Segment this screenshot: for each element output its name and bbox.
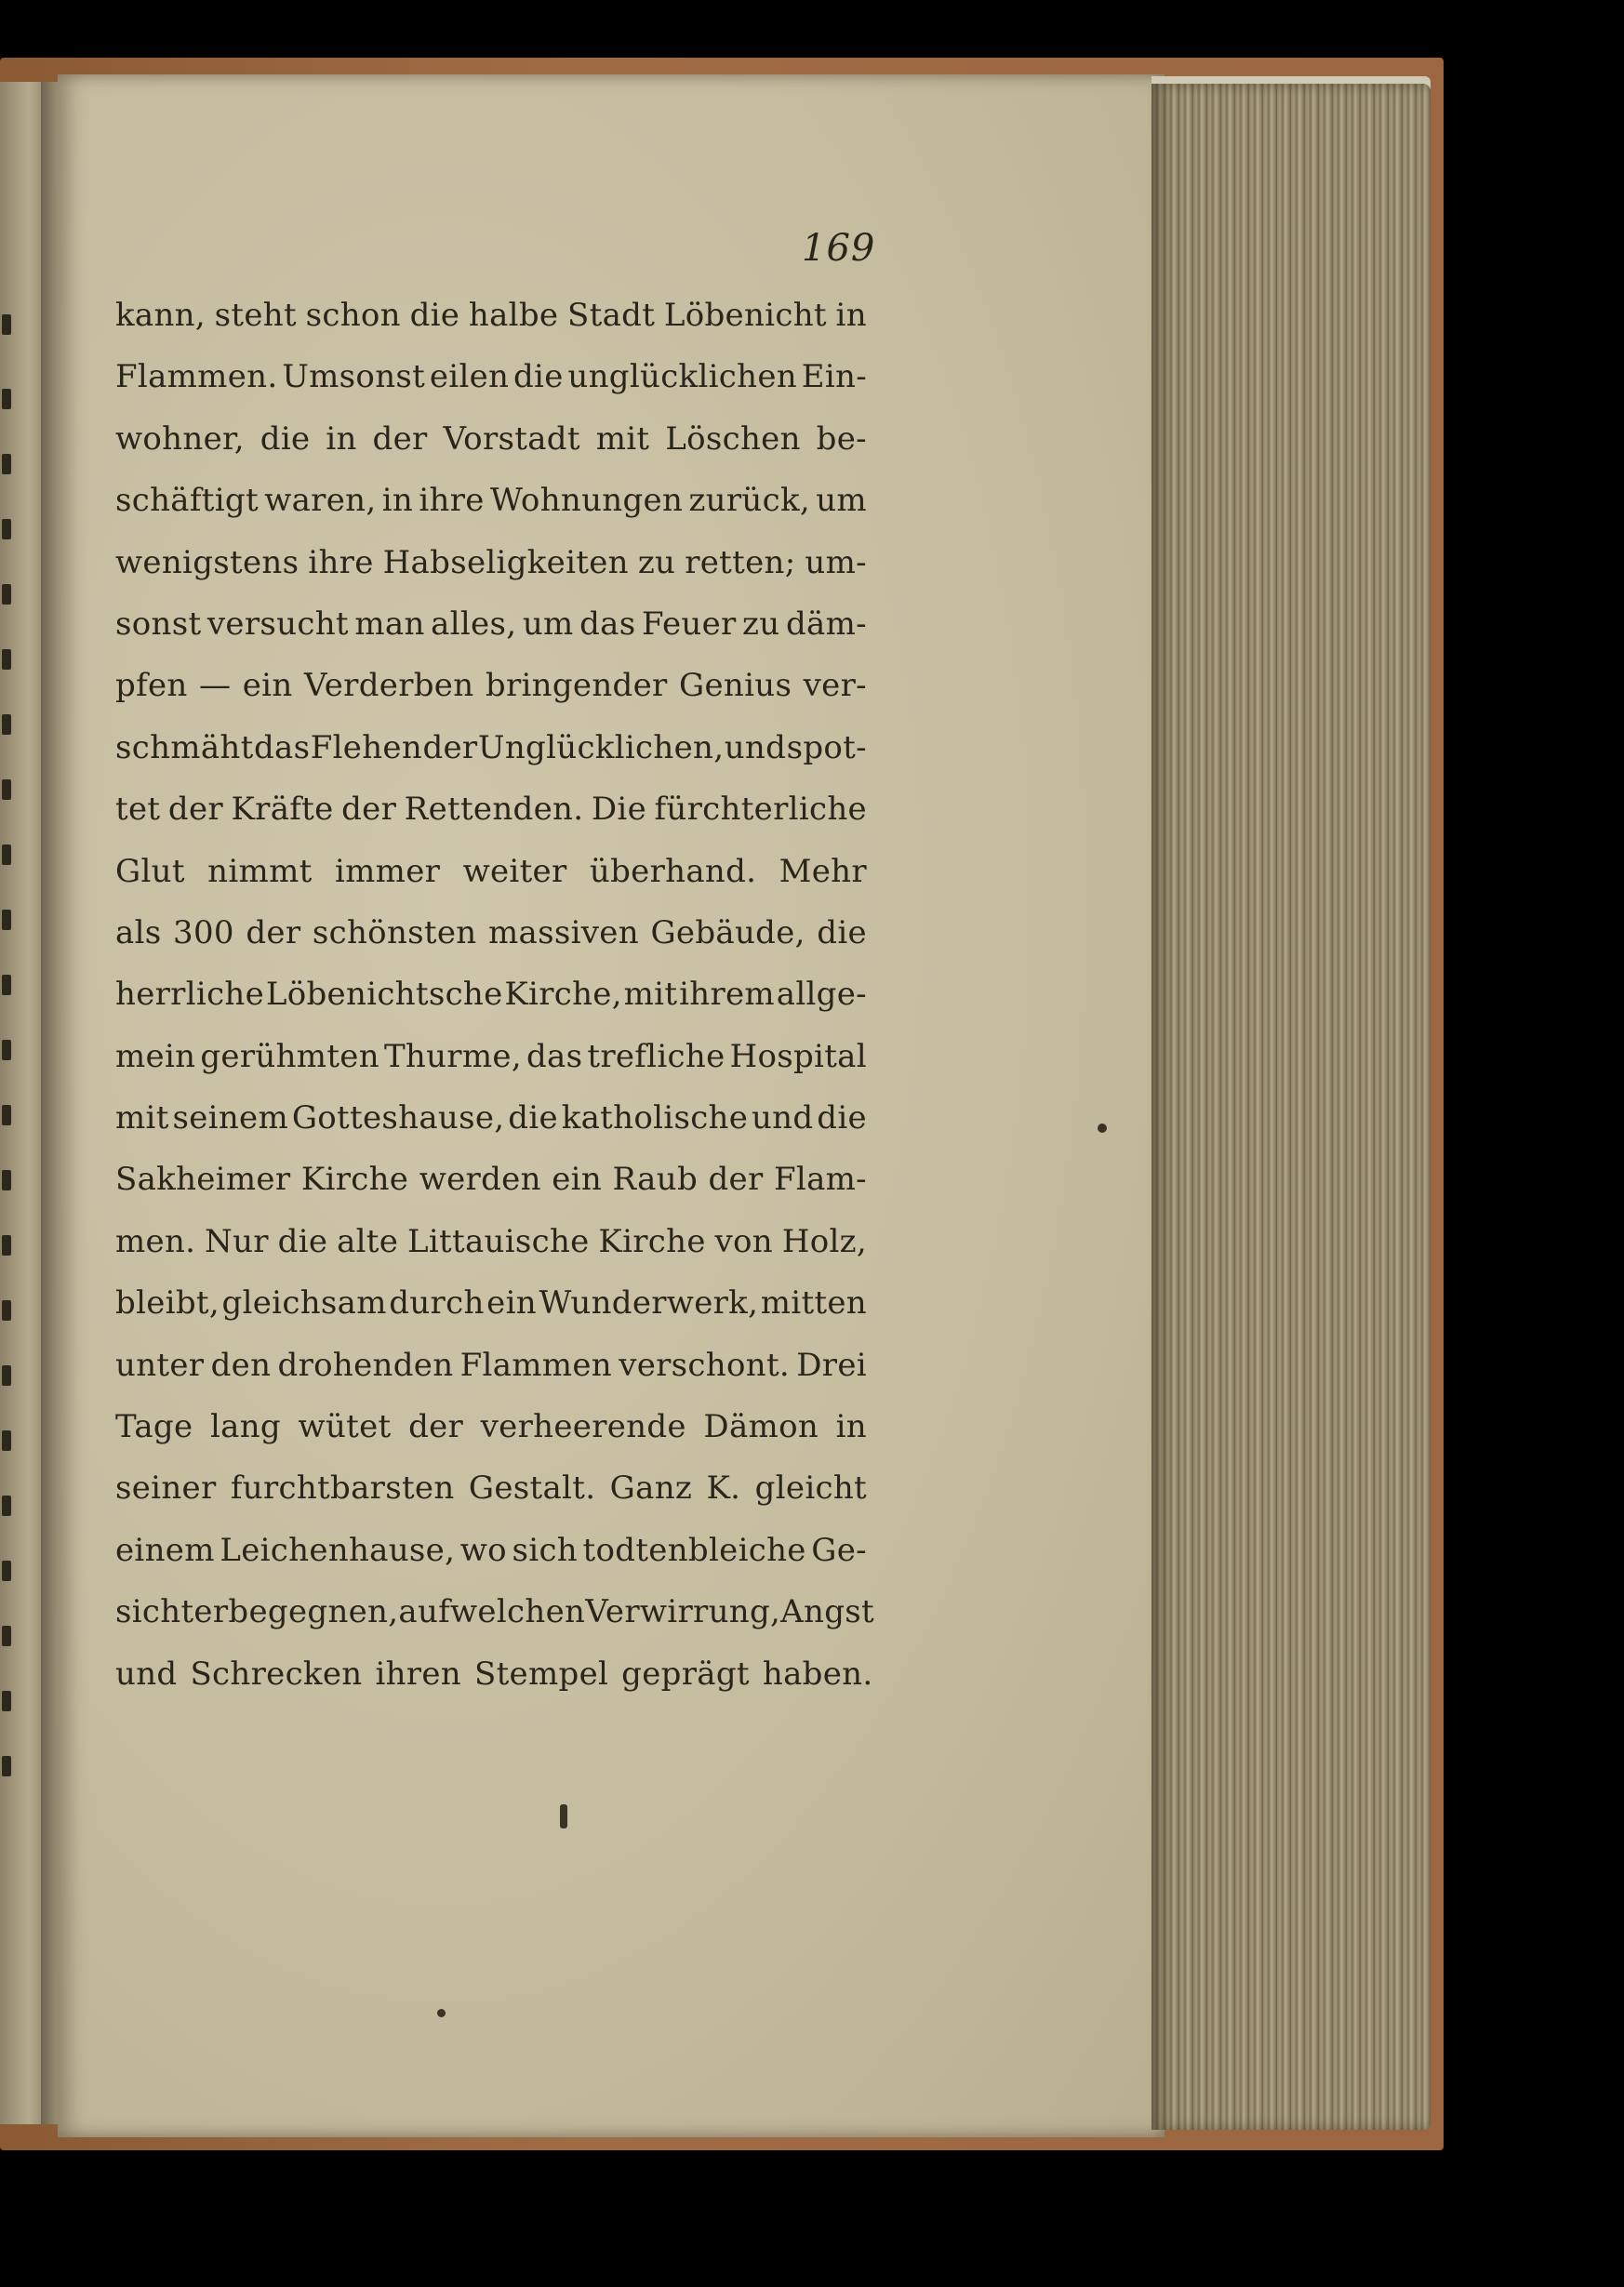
text-line: men. Nur die alte Littauische Kirche von Holz, bbox=[115, 1222, 867, 1260]
text-line: wohner, die in der Vorstadt mit Löschen be- bbox=[115, 419, 867, 458]
text-line: Tage lang wütet der verheerende Dämon in bbox=[115, 1408, 867, 1446]
text-line: seiner furchtbarsten Gestalt. Ganz K. gleicht bbox=[115, 1469, 867, 1508]
text-line: wenigstens ihre Habseligkeiten zu retten; um- bbox=[115, 543, 867, 581]
paper-speck bbox=[1098, 1124, 1107, 1133]
text-line: bleibt, gleichsam durch ein Wunderwerk, mitten bbox=[115, 1284, 867, 1323]
text-line: mit seinem Gotteshause, die katholische und die bbox=[115, 1099, 867, 1137]
text-line: tet der Kräfte der Rettenden. Die fürchterliche bbox=[115, 791, 867, 829]
text-line: Sakheimer Kirche werden ein Raub der Flam- bbox=[115, 1161, 867, 1199]
previous-page-text-fragments bbox=[0, 82, 41, 2124]
text-line: herrliche Löbenichtsche Kirche, mit ihrem allge- bbox=[115, 976, 867, 1014]
paper-speck bbox=[437, 2009, 446, 2017]
text-line: als 300 der schönsten massiven Gebäude, die bbox=[115, 913, 867, 951]
text-line: kann, steht schon die halbe Stadt Löbenicht in bbox=[115, 297, 867, 334]
body-text bbox=[115, 285, 874, 1705]
text-line: schmäht das Flehen der Unglücklichen, und spot- bbox=[115, 728, 867, 766]
text-line: sichter begegnen, auf welchen Verwirrung, Angst bbox=[115, 1593, 874, 1631]
paper-speck bbox=[560, 1804, 567, 1828]
previous-page-edge bbox=[0, 82, 41, 2124]
page-block-fore-edge bbox=[1151, 84, 1431, 2130]
text-line: und Schrecken ihren Stempel geprägt haben. bbox=[115, 1655, 873, 1693]
text-line: sonst versucht man alles, um das Feuer zu däm- bbox=[115, 605, 867, 643]
page-number: 169 bbox=[802, 227, 876, 270]
text-line: Flammen. Umsonst eilen die unglücklichen Ein- bbox=[115, 358, 867, 396]
text-line: schäftigt waren, in ihre Wohnungen zurück, um bbox=[115, 482, 867, 520]
text-line: pfen — ein Verderben bringender Genius ver- bbox=[115, 667, 867, 705]
text-line: Glut nimmt immer weiter überhand. Mehr bbox=[115, 852, 867, 890]
text-line: einem Leichenhause, wo sich todtenbleiche Ge- bbox=[115, 1531, 867, 1569]
text-line: unter den drohenden Flammen verschont. Drei bbox=[115, 1346, 867, 1384]
text-line: mein gerühmten Thurme, das trefliche Hospital bbox=[115, 1037, 867, 1075]
